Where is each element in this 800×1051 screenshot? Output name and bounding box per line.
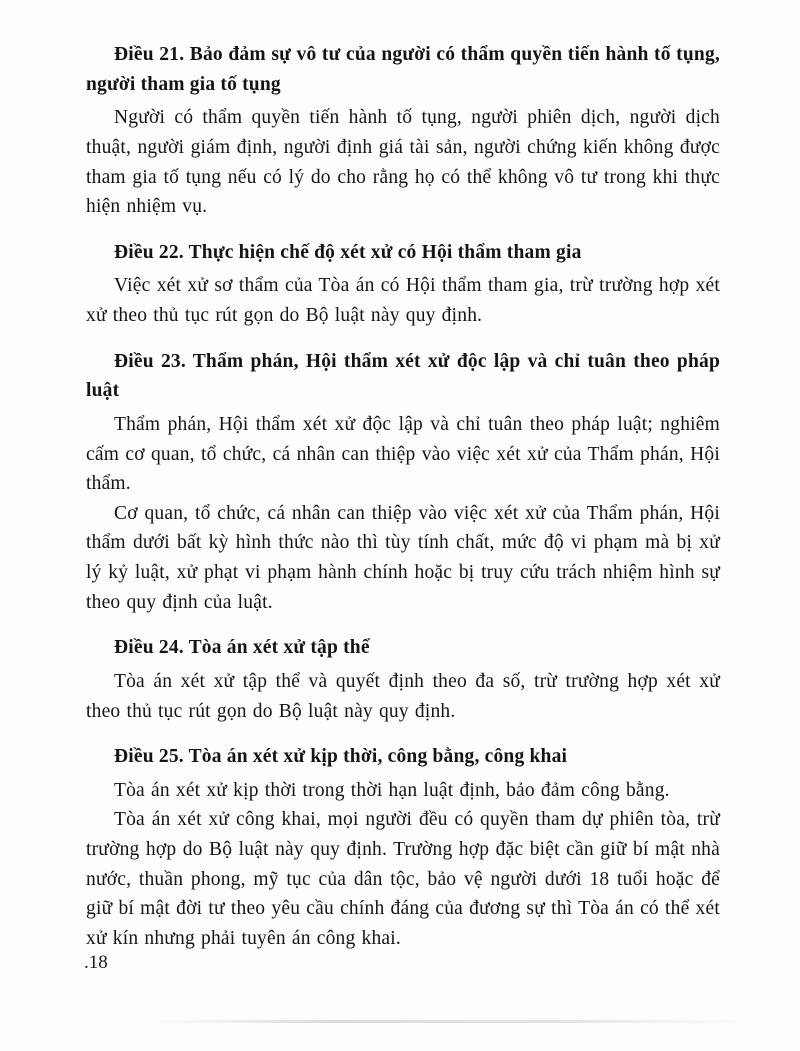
article-paragraph: Tòa án xét xử kịp thời trong thời hạn luật định, bảo đảm công bằng.	[114, 779, 670, 801]
article-section	[86, 347, 720, 618]
article-heading: Điều 23. Thẩm phán, Hội thẩm xét xử độc lập và chỉ tuân theo pháp luật	[86, 350, 720, 402]
section-paragraphs	[86, 410, 720, 617]
section-paragraphs	[86, 103, 720, 222]
article-section	[86, 742, 720, 953]
section-paragraphs	[86, 667, 720, 726]
article-section	[86, 633, 720, 726]
article-heading: Điều 21. Bảo đảm sự vô tư của người có thẩm quyền tiến hành tố tụng, người tham gia tố tụng	[86, 44, 720, 95]
article-section	[86, 238, 720, 331]
page-number: .18	[84, 952, 108, 973]
article-heading: Điều 25. Tòa án xét xử kịp thời, công bằng, công khai	[114, 746, 568, 768]
document-body	[86, 40, 720, 954]
article-heading: Điều 22. Thực hiện chế độ xét xử có Hội thẩm tham gia	[114, 241, 582, 263]
scan-artifact	[150, 1020, 750, 1023]
article-paragraph: Người có thẩm quyền tiến hành tố tụng, người phiên dịch, người dịch thuật, người giám định, người định giá tài sản, người chứng kiến không được tham gia tố tụng nếu có lý do cho rằng họ có thể không vô tư trong khi thực hiện nhiệm vụ.	[86, 107, 720, 218]
article-heading: Điều 24. Tòa án xét xử tập thể	[114, 637, 370, 659]
article-paragraph: Thẩm phán, Hội thẩm xét xử độc lập và chỉ tuân theo pháp luật; nghiêm cấm cơ quan, tổ chức, cá nhân can thiệp vào việc xét xử của Thẩm phán, Hội thẩm.	[86, 413, 720, 495]
article-paragraph: Tòa án xét xử công khai, mọi người đều có quyền tham dự phiên tòa, trừ trường hợp do Bộ luật này quy định. Trường hợp đặc biệt cần giữ bí mật nhà nước, thuần phong, mỹ tục của dân tộc, bảo vệ người dưới 18 tuổi hoặc để giữ bí mật đời tư theo yêu cầu chính đáng của đương sự thì Tòa án có thể xét xử kín nhưng phải tuyên án công khai.	[86, 809, 720, 949]
article-paragraph: Tòa án xét xử tập thể và quyết định theo đa số, trừ trường hợp xét xử theo thủ tục rút gọn do Bộ luật này quy định.	[86, 670, 720, 722]
article-paragraph: Cơ quan, tổ chức, cá nhân can thiệp vào việc xét xử của Thẩm phán, Hội thẩm dưới bất kỳ hình thức nào thì tùy tính chất, mức độ vi phạm mà bị xử lý kỷ luật, xử phạt vi phạm hành chính hoặc bị truy cứu trách nhiệm hình sự theo quy định của luật.	[86, 502, 720, 613]
section-paragraphs	[86, 271, 720, 330]
article-paragraph: Việc xét xử sơ thẩm của Tòa án có Hội thẩm tham gia, trừ trường hợp xét xử theo thủ tục rút gọn do Bộ luật này quy định.	[86, 275, 720, 326]
article-section	[86, 40, 720, 222]
section-paragraphs	[86, 776, 720, 954]
